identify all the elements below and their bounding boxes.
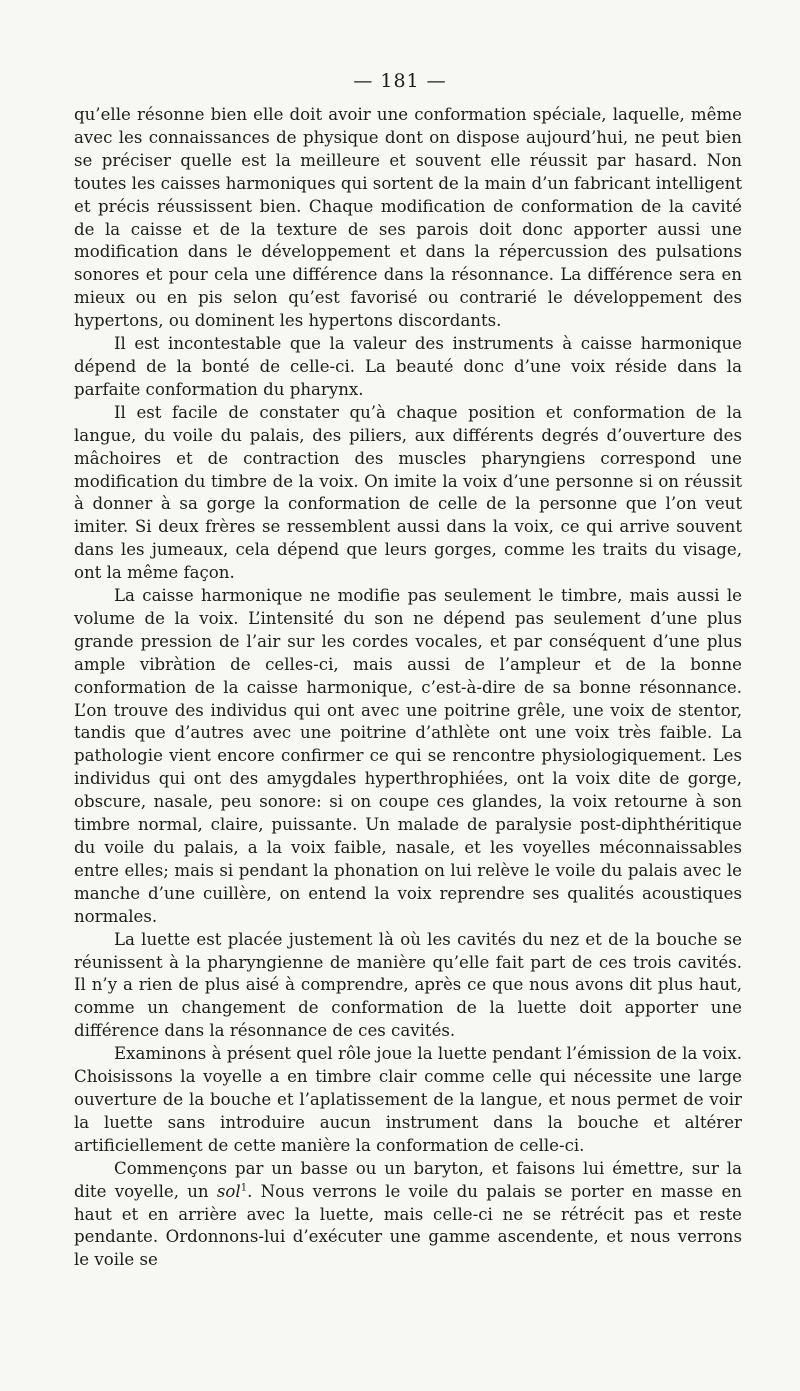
paragraph-3: Il est facile de constater qu’à chaque position et conformation de la langue, du voile du palais, des piliers, aux différents degrés d’ouverture des mâchoires et de contraction des muscles pharyngiens correspond une modification du timbre de la voix. On imite la voix d’une personne si on réussit à donner à sa gorge la conformation de celle de la personne que l’on veut imiter. Si deux frères se ressemblent aussi dans la voix, ce qui arrive souvent dans les jumeaux, cela dépend que leurs gorges, comme les traits du visage, ont la même façon.: [74, 402, 742, 583]
paragraph-2: Il est incontestable que la valeur des instruments à caisse harmonique dépend de la bonté de celle-ci. La beauté donc d’une voix réside dans la parfaite conformation du pharynx.: [74, 334, 742, 399]
paragraph-7-after: . Nous verrons le voile du palais se porter en masse en haut et en arrière avec la luette, mais celle-ci ne se rétrécit pas et reste pendante. Ordonnons-lui d’exécuter une gamme ascendente, et nous verrons le voile se: [74, 1181, 742, 1270]
paragraph-7-before: Commençons par un basse ou un baryton, et faisons lui émettre, sur la dite voyelle, un: [74, 1158, 742, 1201]
body-text: [74, 104, 742, 1272]
paragraph-6: Examinons à présent quel rôle joue la luette pendant l’émission de la voix. Choisissons la voyelle a en timbre clair comme celle qui nécessite une large ouverture de la bouche et l’aplatissement de la langue, et nous permet de voir la luette sans introduire aucun instrument dans la bouche et altérer artificiellement de cette manière la conformation de celle-ci.: [74, 1044, 742, 1155]
paragraph-7: [74, 1158, 742, 1273]
paragraph-7-italic-note: sol: [216, 1181, 241, 1201]
footnote-marker: 1: [240, 1182, 248, 1194]
paragraph-5: La luette est placée justement là où les cavités du nez et de la bouche se réunissent à la pharyngienne de manière qu’elle fait part de ces trois cavités. Il n’y a rien de plus aisé à comprendre, après ce que nous avons dit plus haut, comme un changement de conformation de la luette doit apporter une différence dans la résonnance de ces cavités.: [74, 929, 742, 1041]
paragraph-4: La caisse harmonique ne modifie pas seulement le timbre, mais aussi le volume de la voix. L’intensité du son ne dépend pas seulement d’une plus grande pression de l’air sur les cordes vocales, et par conséquent d’une plus ample vibràtion de celles-ci, mais aussi de l’ampleur et de la bonne conformation de la caisse harmonique, c’est-à-dire de sa bonne résonnance. L’on trouve des individus qui ont avec une poitrine grêle, une voix de stentor, tandis que d’autres avec une poitrine d’athlète ont une voix très faible. La pathologie vient encore confirmer ce qui se rencontre physiologiquement. Les individus qui ont des amygdales hyperthrophiées, ont la voix dite de gorge, obscure, nasale, peu sonore: si on coupe ces glandes, la voix retourne à son timbre normal, claire, puissante. Un malade de paralysie post-diphthéritique du voile du palais, a la voix faible, nasale, et les voyelles méconnaissables entre elles; mais si pendant la phonation on lui relève le voile du palais avec le manche d’une cuillère, on entend la voix reprendre ses qualités acoustiques normales.: [74, 586, 742, 926]
page-number: — 181 —: [353, 70, 447, 92]
paragraph-1: qu’elle résonne bien elle doit avoir une conformation spéciale, laquelle, même avec les connaissances de physique dont on dispose aujourd’hui, ne peut bien se préciser quelle est la meilleure et souvent elle réussit par hasard. Non toutes les caisses harmoniques qui sortent de la main d’un fabricant intelligent et précis réussissent bien. Chaque modification de conformation de la cavité de la caisse et de la texture de ses parois doit donc apporter aussi une modification dans le développement et dans la répercussion des pulsations sonores et pour cela une différence dans la résonnance. La différence sera en mieux ou en pis selon qu’est favorisé ou contrarié le développement des hypertons, ou dominent les hypertons discordants.: [74, 105, 742, 331]
